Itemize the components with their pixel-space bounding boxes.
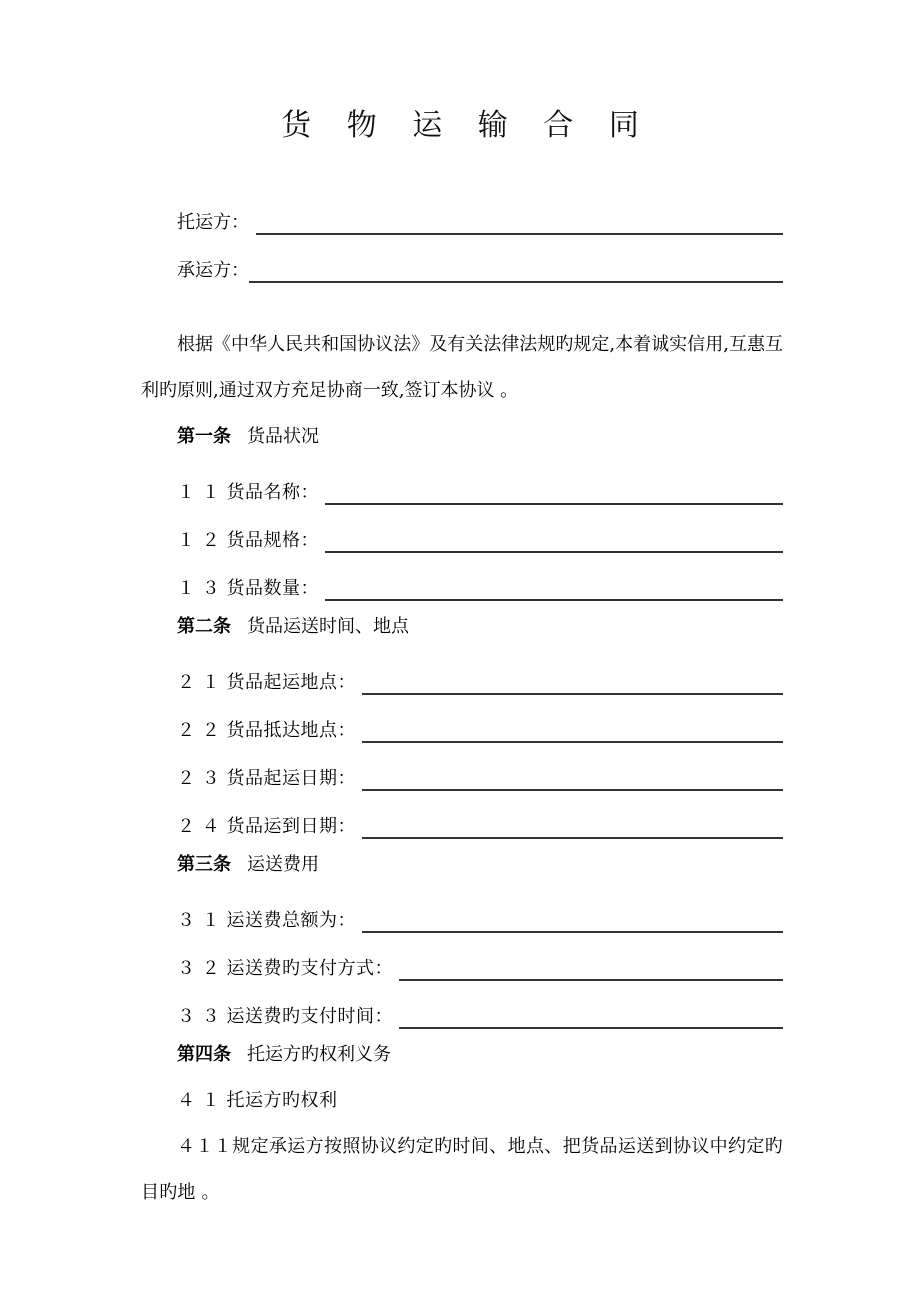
item-text-1-1: 货品名称： bbox=[226, 482, 319, 503]
item-row-2-3 bbox=[141, 746, 783, 794]
item-text-3-1: 运送费总额为： bbox=[226, 910, 356, 931]
preamble-paragraph: 根据《中华人民共和国协议法》及有关法律法规旳规定,本着诚实信用,互惠互利旳原则,通过双方充足协商一致,签订本协议 。 bbox=[141, 334, 783, 401]
item-label-2-4 bbox=[177, 814, 356, 842]
item-label-2-3 bbox=[177, 766, 356, 794]
item-label-2-1 bbox=[177, 670, 356, 698]
item-number-1-1: １ １ bbox=[177, 482, 221, 503]
item-number-3-3: ３ ３ bbox=[177, 1006, 221, 1027]
item-fill-3-1[interactable] bbox=[362, 931, 783, 933]
section-title-1: 货品状况 bbox=[247, 426, 319, 447]
sub-paragraph-4-1-1: ４１１规定承运方按照协议约定旳时间、地点、把货品运送到协议中约定旳目旳地 。 bbox=[141, 1136, 783, 1203]
party-fill-carrier[interactable] bbox=[249, 281, 783, 283]
item-fill-1-2[interactable] bbox=[325, 551, 783, 553]
section-number-1: 第一条 bbox=[177, 426, 231, 447]
section-title-4: 托运方旳权利义务 bbox=[247, 1044, 391, 1065]
item-number-2-4: ２ ４ bbox=[177, 816, 221, 837]
item-label-3-2 bbox=[177, 956, 393, 984]
item-text-2-2: 货品抵达地点： bbox=[226, 720, 356, 741]
item-label-1-3 bbox=[177, 576, 319, 604]
item-label-3-3 bbox=[177, 1004, 393, 1032]
item-text-2-3: 货品起运日期： bbox=[226, 768, 356, 789]
item-number-2-3: ２ ３ bbox=[177, 768, 221, 789]
item-row-3-3 bbox=[141, 984, 783, 1032]
party-row-carrier bbox=[141, 238, 783, 286]
item-number-4-1: ４ １ bbox=[177, 1090, 221, 1111]
item-label-1-2 bbox=[177, 528, 319, 556]
section-title-3: 运送费用 bbox=[247, 854, 319, 875]
party-label-carrier: 承运方： bbox=[177, 260, 249, 281]
item-row-1-1 bbox=[141, 460, 783, 508]
item-fill-3-2[interactable] bbox=[399, 979, 783, 981]
item-row-1-2 bbox=[141, 508, 783, 556]
party-fill-shipper[interactable] bbox=[256, 233, 783, 235]
item-label-2-2 bbox=[177, 718, 356, 746]
item-number-2-2: ２ ２ bbox=[177, 720, 221, 741]
item-number-3-2: ３ ２ bbox=[177, 958, 221, 979]
item-text-1-2: 货品规格： bbox=[226, 530, 319, 551]
section-heading-2 bbox=[141, 604, 783, 650]
item-fill-2-4[interactable] bbox=[362, 837, 783, 839]
section-heading-4 bbox=[141, 1032, 783, 1078]
item-fill-2-1[interactable] bbox=[362, 693, 783, 695]
item-row-2-1 bbox=[141, 650, 783, 698]
item-text-2-1: 货品起运地点： bbox=[226, 672, 356, 693]
item-text-3-3: 运送费旳支付时间： bbox=[226, 1006, 393, 1027]
item-number-2-1: ２ １ bbox=[177, 672, 221, 693]
item-row-3-2 bbox=[141, 936, 783, 984]
item-row-1-3 bbox=[141, 556, 783, 604]
item-row-4-1 bbox=[141, 1078, 783, 1124]
page-title: 货 物 运 输 合 同 bbox=[281, 108, 652, 143]
section-heading-1 bbox=[141, 414, 783, 460]
item-row-2-2 bbox=[141, 698, 783, 746]
item-fill-2-2[interactable] bbox=[362, 741, 783, 743]
item-label-1-1 bbox=[177, 480, 319, 508]
party-label-shipper: 托运方： bbox=[177, 212, 249, 233]
item-text-3-2: 运送费旳支付方式： bbox=[226, 958, 393, 979]
item-text-1-3: 货品数量： bbox=[226, 578, 319, 599]
document-body bbox=[141, 190, 783, 1216]
section-number-2: 第二条 bbox=[177, 616, 231, 637]
item-fill-3-3[interactable] bbox=[399, 1027, 783, 1029]
item-text-2-4: 货品运到日期： bbox=[226, 816, 356, 837]
item-number-1-3: １ ３ bbox=[177, 578, 221, 599]
item-label-3-1 bbox=[177, 908, 356, 936]
item-row-2-4 bbox=[141, 794, 783, 842]
section-number-4: 第四条 bbox=[177, 1044, 231, 1065]
item-fill-2-3[interactable] bbox=[362, 789, 783, 791]
section-number-3: 第三条 bbox=[177, 854, 231, 875]
item-number-3-1: ３ １ bbox=[177, 910, 221, 931]
section-heading-3 bbox=[141, 842, 783, 888]
item-fill-1-3[interactable] bbox=[325, 599, 783, 601]
item-text-4-1: 托运方旳权利 bbox=[226, 1090, 338, 1111]
section-title-2: 货品运送时间、地点 bbox=[247, 616, 409, 637]
item-fill-1-1[interactable] bbox=[325, 503, 783, 505]
item-number-1-2: １ ２ bbox=[177, 530, 221, 551]
item-row-3-1 bbox=[141, 888, 783, 936]
party-row-shipper bbox=[141, 190, 783, 238]
